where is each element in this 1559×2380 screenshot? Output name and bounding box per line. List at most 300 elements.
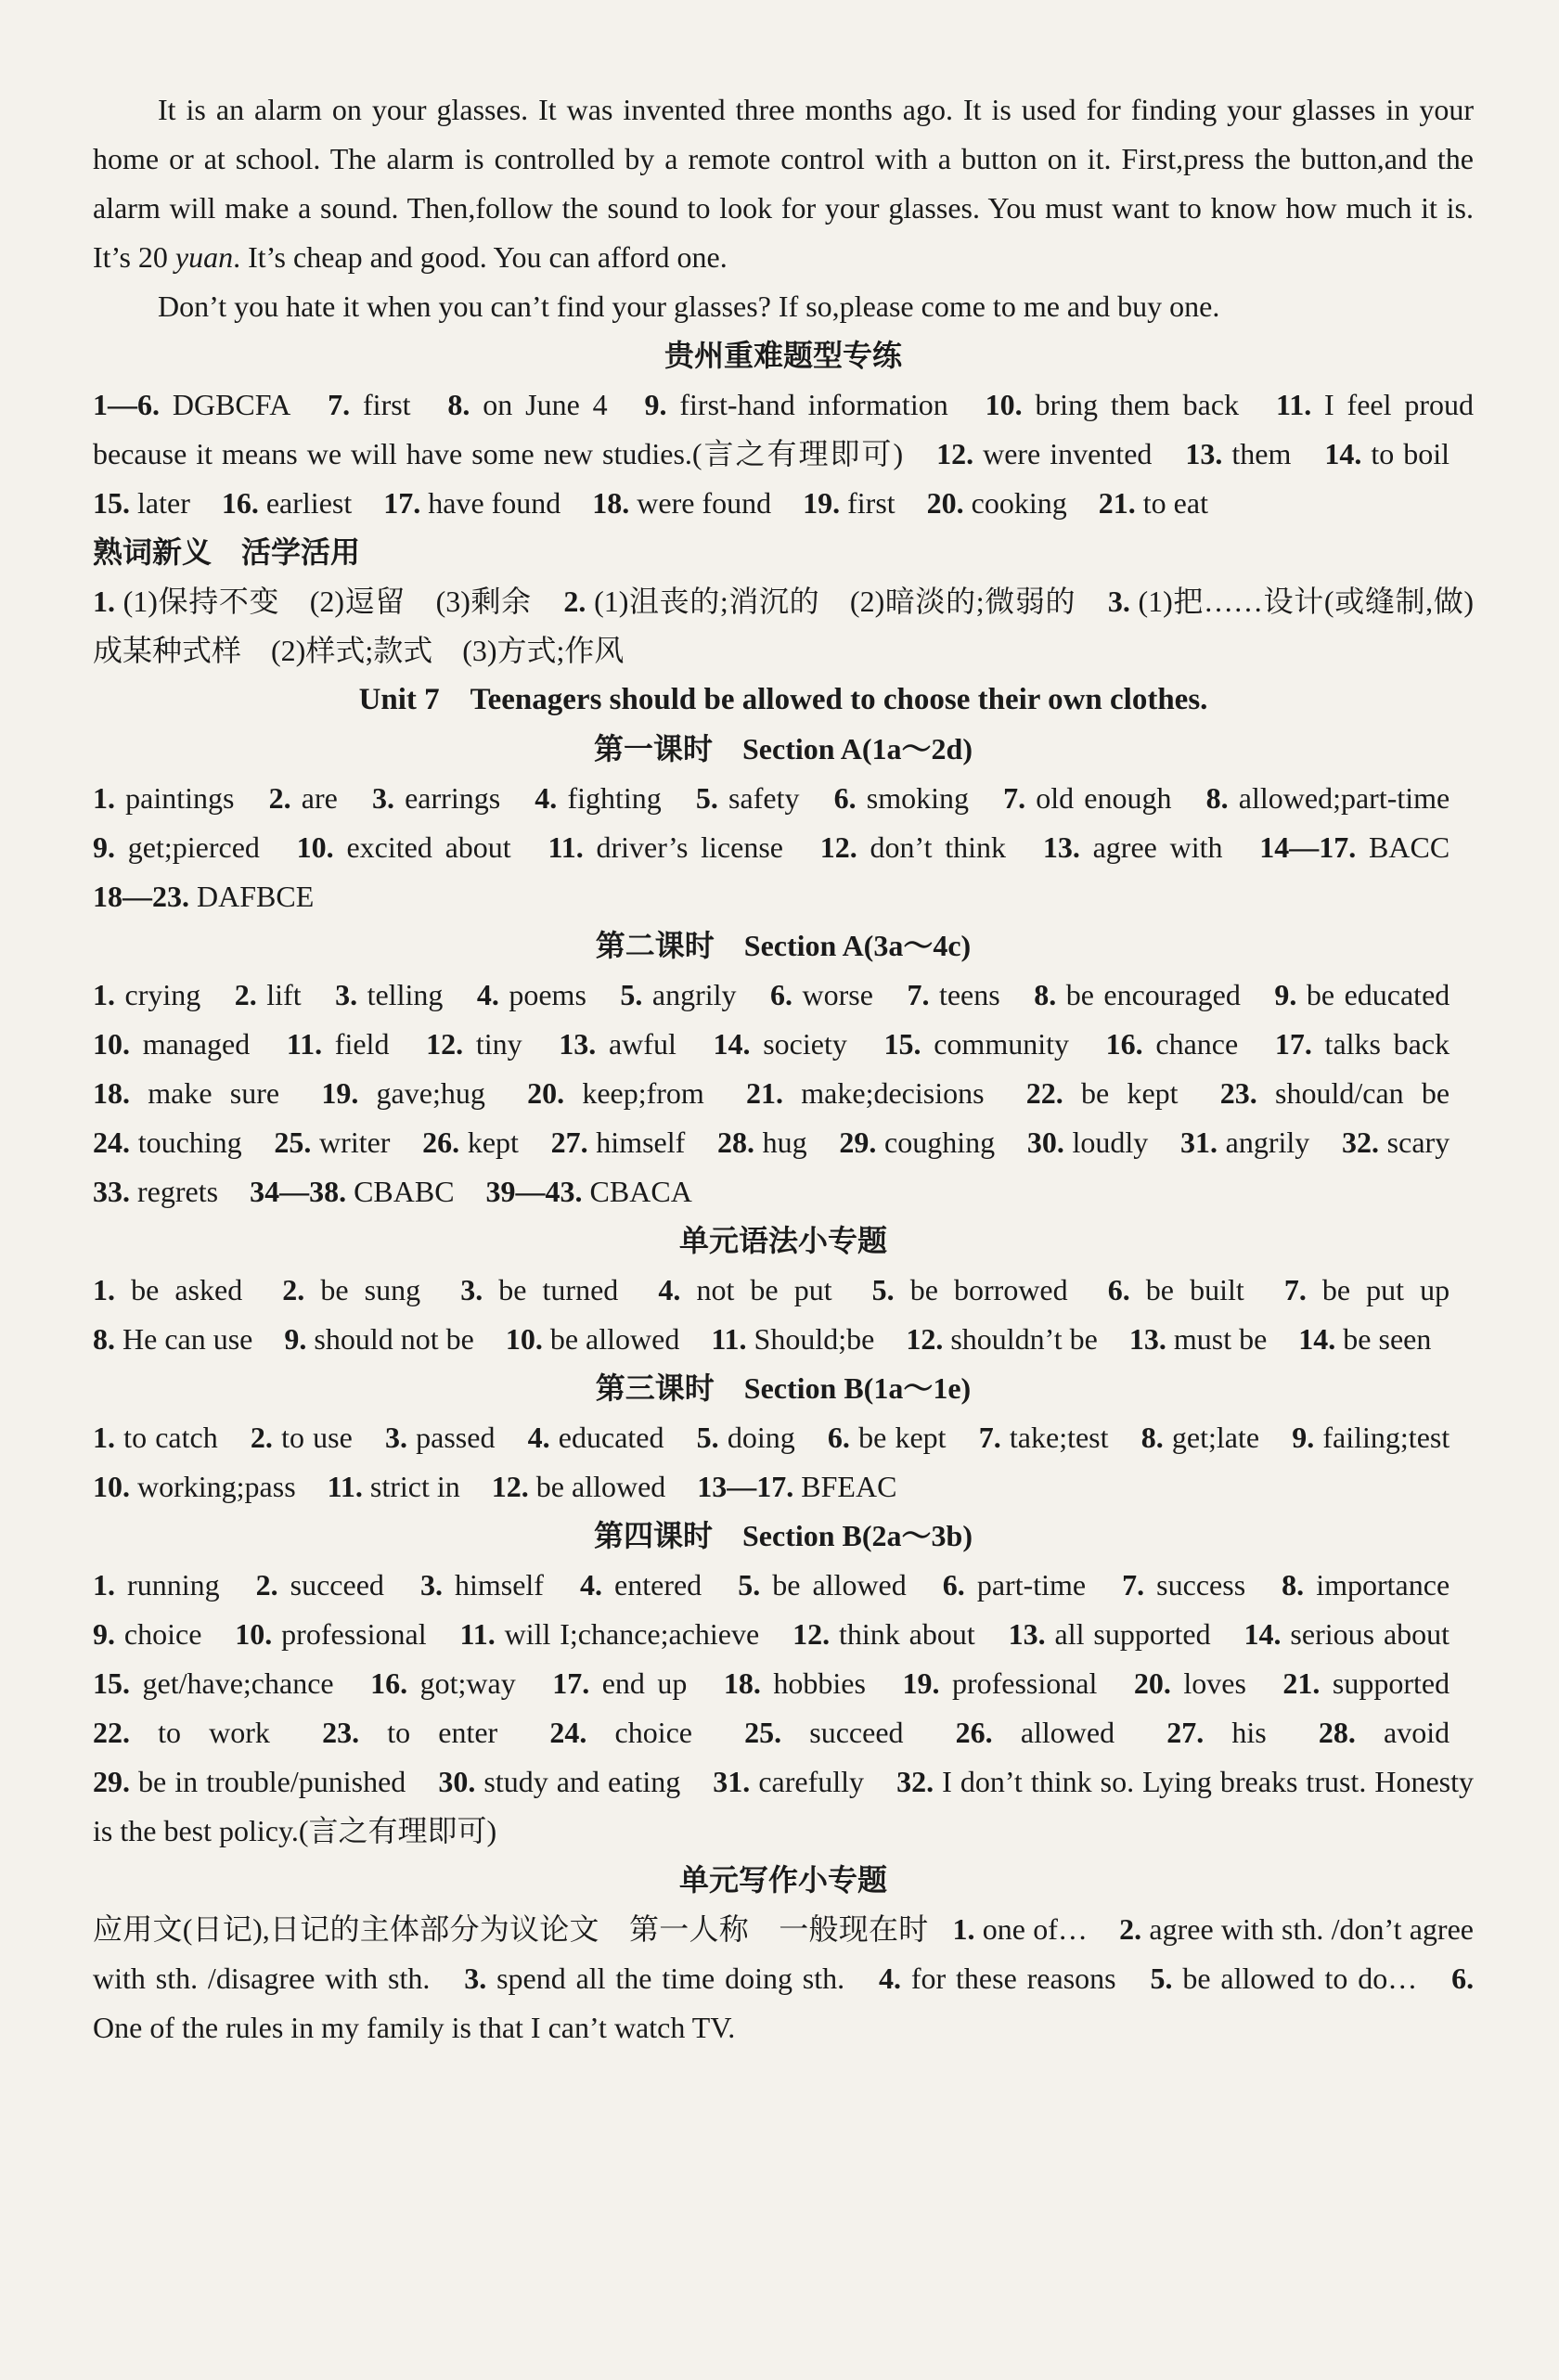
answer-text: I don’t think so. Lying breaks trust. Honesty is the best policy.(言之有理即可): [93, 1765, 1475, 1847]
answer-text: poems: [509, 978, 586, 1011]
answer-item: [464, 1962, 844, 1995]
answer-text: allowed: [1020, 1716, 1115, 1749]
answer-item: [792, 1617, 975, 1651]
answer-number: 8.: [1140, 1421, 1164, 1454]
answer-text: (1)保持不变 (2)逗留 (3)剩余: [122, 585, 532, 618]
answer-number: 29.: [93, 1765, 130, 1798]
answers-lesson1: [93, 774, 1474, 921]
answer-item: [93, 1126, 242, 1159]
answer-item: [297, 830, 511, 864]
answer-item: [93, 585, 532, 618]
answer-number: 13.: [1128, 1322, 1166, 1356]
answer-number: 26.: [422, 1126, 460, 1159]
answer-item: [322, 1716, 497, 1749]
answer-item: [927, 486, 1067, 520]
answer-text: fighting: [567, 781, 662, 815]
answer-number: 9.: [284, 1322, 307, 1356]
answer-item: [287, 1027, 390, 1061]
answer-text: end up: [601, 1666, 688, 1700]
answer-text: to eat: [1142, 486, 1208, 520]
answer-text: lift: [266, 978, 302, 1011]
answer-number: 14.: [1243, 1617, 1282, 1651]
answer-number: 11.: [1275, 388, 1312, 421]
answer-item: [906, 1322, 1098, 1356]
answer-number: 10.: [235, 1617, 273, 1651]
answer-item: [93, 1470, 296, 1503]
answer-text: writer: [319, 1126, 391, 1159]
answer-text: to catch: [123, 1421, 218, 1454]
answer-item: [383, 486, 560, 520]
answer-number: 12.: [906, 1322, 944, 1356]
answer-item: [269, 781, 338, 815]
answer-text: himself: [596, 1126, 686, 1159]
answer-text: should not be: [314, 1322, 474, 1356]
answer-text: success: [1156, 1568, 1246, 1602]
answer-text: one of…: [982, 1912, 1088, 1946]
answer-number: 22.: [1025, 1076, 1063, 1110]
answer-text: earrings: [405, 781, 501, 815]
answer-number: 2.: [234, 978, 257, 1011]
answer-item: [93, 1273, 242, 1306]
answer-number: 8.: [447, 388, 470, 421]
answer-number: 34—38.: [250, 1175, 347, 1208]
answer-number: 18.: [592, 486, 630, 520]
answer-item: [1275, 1027, 1449, 1061]
answer-item: [724, 1666, 866, 1700]
answer-item: [1298, 1322, 1431, 1356]
answer-item: [93, 1076, 279, 1110]
answer-number: 13.: [1008, 1617, 1046, 1651]
answer-number: 5.: [738, 1568, 761, 1602]
answers-lesson2: [93, 971, 1474, 1216]
answer-text: be turned: [498, 1273, 619, 1306]
answer-item: [1043, 830, 1223, 864]
answer-item: [93, 1666, 334, 1700]
answer-text: be borrowed: [909, 1273, 1068, 1306]
answer-text: cooking: [971, 486, 1067, 520]
answer-number: 11.: [286, 1027, 323, 1061]
answer-item: [222, 486, 352, 520]
answer-number: 25.: [274, 1126, 312, 1159]
answer-item: [1284, 1273, 1449, 1306]
answer-number: 3.: [460, 1273, 483, 1306]
answer-number: 4.: [476, 978, 499, 1011]
answer-number: 1—6.: [93, 388, 160, 421]
answer-number: 4.: [879, 1962, 902, 1995]
answer-text: not be put: [696, 1273, 832, 1306]
answer-number: 18.: [93, 1076, 130, 1110]
answer-number: 20.: [926, 486, 964, 520]
answer-item: [370, 1666, 516, 1700]
answer-item: [697, 1421, 795, 1454]
answer-number: 12.: [792, 1617, 831, 1651]
answer-text: awful: [608, 1027, 676, 1061]
answer-number: 23.: [322, 1716, 360, 1749]
answer-text: hobbies: [773, 1666, 866, 1700]
answer-text: regrets: [137, 1175, 219, 1208]
answer-item: [282, 1273, 420, 1306]
answer-number: 6.: [1107, 1273, 1130, 1306]
answer-number: 26.: [955, 1716, 993, 1749]
answer-item: [717, 1126, 807, 1159]
answer-number: 16.: [221, 486, 259, 520]
answer-item: [328, 388, 410, 421]
answer-number: 5.: [695, 781, 718, 815]
answer-number: 27.: [550, 1126, 588, 1159]
answer-text: bring them back: [1035, 388, 1240, 421]
answers-vocab: [93, 577, 1474, 675]
answer-text: spend all the time doing sth.: [496, 1962, 845, 1995]
answer-text: be allowed to do…: [1182, 1962, 1418, 1995]
answer-text: get;late: [1171, 1421, 1260, 1454]
answer-number: 29.: [839, 1126, 877, 1159]
answer-text: importance: [1316, 1568, 1450, 1602]
answer-number: 24.: [93, 1126, 130, 1159]
answer-item: [420, 1568, 544, 1602]
answer-number: 1.: [93, 978, 115, 1011]
answer-text: first: [847, 486, 895, 520]
answer-number: 20.: [1133, 1666, 1171, 1700]
answer-number: 11.: [711, 1322, 747, 1356]
answer-number: 10.: [296, 830, 334, 864]
answer-number: 17.: [552, 1666, 590, 1700]
answer-text: teens: [938, 978, 1000, 1011]
answer-item: [93, 486, 190, 520]
answer-text: get/have;chance: [142, 1666, 334, 1700]
answer-number: 8.: [93, 1322, 115, 1356]
answer-text: succeed: [809, 1716, 904, 1749]
answer-text: think about: [839, 1617, 975, 1651]
answer-text: study and eating: [483, 1765, 681, 1798]
answer-text: were invented: [983, 437, 1153, 470]
answer-text: are: [301, 781, 338, 815]
answer-number: 6.: [833, 781, 857, 815]
answer-item: [1108, 1273, 1244, 1306]
answer-text: must be: [1173, 1322, 1268, 1356]
answer-number: 7.: [907, 978, 930, 1011]
answer-text: CBABC: [354, 1175, 455, 1208]
answer-number: 31.: [1179, 1126, 1218, 1159]
answer-item: [986, 388, 1240, 421]
answer-text: kept: [467, 1126, 519, 1159]
answer-text: community: [934, 1027, 1069, 1061]
answer-number: 14.: [713, 1027, 751, 1061]
answer-text: make sure: [148, 1076, 280, 1110]
answer-text: his: [1231, 1716, 1267, 1749]
answer-number: 15.: [93, 1666, 130, 1700]
answer-number: 1.: [93, 585, 115, 618]
passage-paragraph-1: [93, 85, 1474, 282]
answer-text: be encouraged: [1065, 978, 1241, 1011]
answer-text: to work: [158, 1716, 270, 1749]
answer-text: telling: [367, 978, 444, 1011]
answer-number: 15.: [93, 486, 130, 520]
answer-text: hug: [762, 1126, 807, 1159]
section-title-guizhou: 贵州重难题型专练: [664, 339, 902, 372]
answer-number: 39—43.: [485, 1175, 583, 1208]
answer-item: [592, 486, 771, 520]
answer-text: paintings: [125, 781, 235, 815]
answer-text: be kept: [1081, 1076, 1179, 1110]
answer-item: [93, 781, 234, 815]
answer-number: 22.: [93, 1716, 130, 1749]
answer-item: [93, 1421, 218, 1454]
answer-number: 14.: [1298, 1322, 1336, 1356]
answer-number: 5.: [696, 1421, 719, 1454]
answer-number: 2.: [1119, 1912, 1142, 1946]
passage-paragraph-2: Don’t you hate it when you can’t find your glasses? If so,please come to me and buy one.: [158, 289, 1220, 323]
answer-item: [93, 1617, 201, 1651]
answer-number: 9.: [644, 388, 667, 421]
section-title-vocab: 熟词新义 活学活用: [93, 535, 361, 569]
answer-number: 12.: [426, 1027, 464, 1061]
answer-item: [93, 1716, 270, 1749]
answer-number: 7.: [328, 388, 351, 421]
answer-item: [713, 1765, 864, 1798]
writing-title: 单元写作小专题: [678, 1863, 887, 1897]
grammar-title: 单元语法小专题: [678, 1224, 887, 1257]
answer-number: 5.: [620, 978, 643, 1011]
answer-number: 8.: [1282, 1568, 1305, 1602]
answer-item: [1034, 978, 1241, 1011]
answer-number: 15.: [883, 1027, 921, 1061]
answer-number: 4.: [579, 1568, 602, 1602]
answer-item: [563, 585, 1076, 618]
answer-text: be seen: [1343, 1322, 1432, 1356]
answer-number: 11.: [327, 1470, 363, 1503]
answer-item: [321, 1076, 485, 1110]
answers-lesson3: [93, 1413, 1474, 1512]
answer-text: were found: [637, 486, 772, 520]
answer-number: 3.: [384, 1421, 407, 1454]
answer-number: 9.: [93, 830, 115, 864]
answer-number: 12.: [936, 437, 974, 470]
answer-text: (1)沮丧的;消沉的 (2)暗淡的;微弱的: [594, 585, 1076, 618]
answer-text: on June 4: [483, 388, 608, 421]
answer-text: tiny: [475, 1027, 522, 1061]
answer-text: safety: [728, 781, 800, 815]
answer-number: 25.: [744, 1716, 782, 1749]
answer-number: 30.: [438, 1765, 476, 1798]
answer-number: 3.: [419, 1568, 443, 1602]
answer-text: choice: [123, 1617, 202, 1651]
lesson4-title: 第四课时 Section B(2a～3b): [593, 1519, 973, 1552]
answer-number: 1.: [93, 1421, 115, 1454]
writing-intro: 应用文(日记),日记的主体部分为议论文 第一人称 一般现在时: [93, 1912, 929, 1946]
answer-number: 9.: [1292, 1421, 1315, 1454]
answer-item: [548, 830, 783, 864]
answer-item: [335, 978, 443, 1011]
answer-item: [551, 1126, 686, 1159]
answer-text: supported: [1332, 1666, 1450, 1700]
answer-item: [552, 1666, 687, 1700]
answer-text: for these reasons: [910, 1962, 1116, 1995]
answer-number: 23.: [1219, 1076, 1257, 1110]
answer-text: have found: [428, 486, 561, 520]
answer-item: [274, 1126, 390, 1159]
answer-item: [1134, 1666, 1246, 1700]
answer-number: 33.: [93, 1175, 130, 1208]
answer-item: [438, 1765, 680, 1798]
answer-item: [372, 781, 500, 815]
answer-number: 8.: [1205, 781, 1229, 815]
answer-number: 27.: [1166, 1716, 1205, 1749]
answer-item: [1009, 1617, 1211, 1651]
answer-item: [714, 1027, 847, 1061]
answer-number: 19.: [321, 1076, 359, 1110]
answer-number: 8.: [1034, 978, 1057, 1011]
answer-number: 12.: [819, 830, 857, 864]
answer-number: 12.: [491, 1470, 529, 1503]
answer-number: 13.: [1042, 830, 1080, 864]
answer-item: [1319, 1716, 1449, 1749]
answer-text: educated: [558, 1421, 664, 1454]
answer-text: be put up: [1321, 1273, 1450, 1306]
answer-number: 31.: [713, 1765, 751, 1798]
answer-text: managed: [142, 1027, 251, 1061]
answer-item: [1026, 1076, 1179, 1110]
answer-item: [256, 1568, 384, 1602]
answer-text: be allowed: [535, 1470, 666, 1503]
answer-text: will I;chance;achieve: [504, 1617, 760, 1651]
answer-number: 1.: [93, 1568, 115, 1602]
answer-text: to use: [281, 1421, 353, 1454]
answer-item: [1185, 437, 1291, 470]
answer-text: old enough: [1036, 781, 1172, 815]
answer-text: society: [763, 1027, 847, 1061]
answer-item: [1274, 978, 1449, 1011]
answer-item: [943, 1568, 1086, 1602]
lesson3-title: 第三课时 Section B(1a～1e): [595, 1371, 972, 1405]
answer-item: [459, 1617, 759, 1651]
answer-text: later: [137, 486, 190, 520]
answers-guizhou: [93, 380, 1474, 528]
answer-text: earliest: [265, 486, 353, 520]
answer-text: allowed;part-time: [1238, 781, 1450, 815]
answer-text: field: [334, 1027, 390, 1061]
answer-number: 32.: [896, 1765, 934, 1798]
answer-item: [580, 1568, 702, 1602]
answer-number: 2.: [255, 1568, 278, 1602]
answer-item: [1220, 1076, 1449, 1110]
answers-lesson4: [93, 1561, 1474, 1856]
answer-item: [1180, 1126, 1309, 1159]
answer-text: He can use: [122, 1322, 253, 1356]
answer-item: [1166, 1716, 1266, 1749]
answer-text: take;test: [1009, 1421, 1109, 1454]
answer-item: [645, 388, 948, 421]
answer-item: [559, 1027, 676, 1061]
answer-number: 1.: [93, 781, 115, 815]
answer-item: [839, 1126, 995, 1159]
answer-number: 7.: [1003, 781, 1026, 815]
answer-text: coughing: [884, 1126, 996, 1159]
answer-item: [447, 388, 607, 421]
answer-text: professional: [951, 1666, 1098, 1700]
answer-number: 14—17.: [1259, 830, 1357, 864]
answer-item: [93, 1765, 406, 1798]
answer-item: [251, 1421, 353, 1454]
answer-item: [527, 1076, 704, 1110]
answer-text: DGBCFA: [172, 388, 291, 421]
answer-item: [902, 1666, 1097, 1700]
answer-text: passed: [416, 1421, 496, 1454]
answer-item: [235, 1617, 426, 1651]
answer-item: [820, 830, 1006, 864]
answer-number: 3.: [335, 978, 358, 1011]
answer-number: 6.: [942, 1568, 965, 1602]
answer-item: [506, 1322, 680, 1356]
answer-text: excited about: [346, 830, 511, 864]
answer-item: [879, 1962, 1116, 1995]
answer-item: [697, 1470, 896, 1503]
answer-item: [979, 1421, 1109, 1454]
answer-text: Should;be: [754, 1322, 875, 1356]
answer-number: 2.: [563, 585, 586, 618]
answer-item: [936, 437, 1152, 470]
answer-item: [746, 1076, 985, 1110]
answer-item: [284, 1322, 473, 1356]
answer-text: angrily: [1225, 1126, 1310, 1159]
answer-item: [803, 486, 895, 520]
answer-number: 28.: [716, 1126, 754, 1159]
answer-item: [907, 978, 999, 1011]
answer-item: [477, 978, 586, 1011]
answer-text: professional: [281, 1617, 427, 1651]
answer-text: to boil: [1371, 437, 1449, 470]
answer-number: 6.: [1451, 1962, 1475, 1995]
answer-text: BFEAC: [801, 1470, 897, 1503]
answer-number: 1.: [952, 1912, 975, 1946]
answer-number: 32.: [1341, 1126, 1379, 1159]
answer-item: [1141, 1421, 1259, 1454]
answer-text: don’t think: [870, 830, 1007, 864]
answer-text: loves: [1183, 1666, 1246, 1700]
answer-item: [1206, 781, 1450, 815]
answer-item: [1027, 1126, 1148, 1159]
answer-item: [385, 1421, 495, 1454]
answer-text: CBACA: [589, 1175, 692, 1208]
answer-text: I feel proud because it means we will have some new studies.(言之有理即可): [93, 388, 1475, 470]
answer-number: 21.: [1098, 486, 1136, 520]
answer-number: 13—17.: [697, 1470, 794, 1503]
answer-text: (1)把……设计(或缝制,做)成某种式样 (2)样式;款式 (3)方式;作风: [93, 585, 1475, 667]
answer-text: running: [127, 1568, 220, 1602]
answer-item: [1244, 1617, 1450, 1651]
answer-text: first-hand information: [679, 388, 948, 421]
passage-text: . It’s cheap and good. You can afford one.: [233, 240, 728, 274]
answer-text: strict in: [369, 1470, 460, 1503]
answer-item: [460, 1273, 618, 1306]
answer-item: [93, 880, 314, 913]
answer-text: them: [1231, 437, 1292, 470]
answer-item: [884, 1027, 1069, 1061]
answer-number: 21.: [746, 1076, 784, 1110]
answer-text: BACC: [1369, 830, 1450, 864]
answer-number: 11.: [459, 1617, 496, 1651]
answer-item: [834, 781, 969, 815]
answer-text: worse: [802, 978, 873, 1011]
answer-item: [422, 1126, 519, 1159]
answer-number: 19.: [902, 1666, 940, 1700]
answer-number: 20.: [527, 1076, 565, 1110]
answer-item: [1122, 1568, 1245, 1602]
answer-item: [93, 388, 290, 421]
answer-item: [93, 1027, 250, 1061]
answer-item: [328, 1470, 460, 1503]
answer-number: 2.: [268, 781, 291, 815]
answer-item: [93, 978, 200, 1011]
